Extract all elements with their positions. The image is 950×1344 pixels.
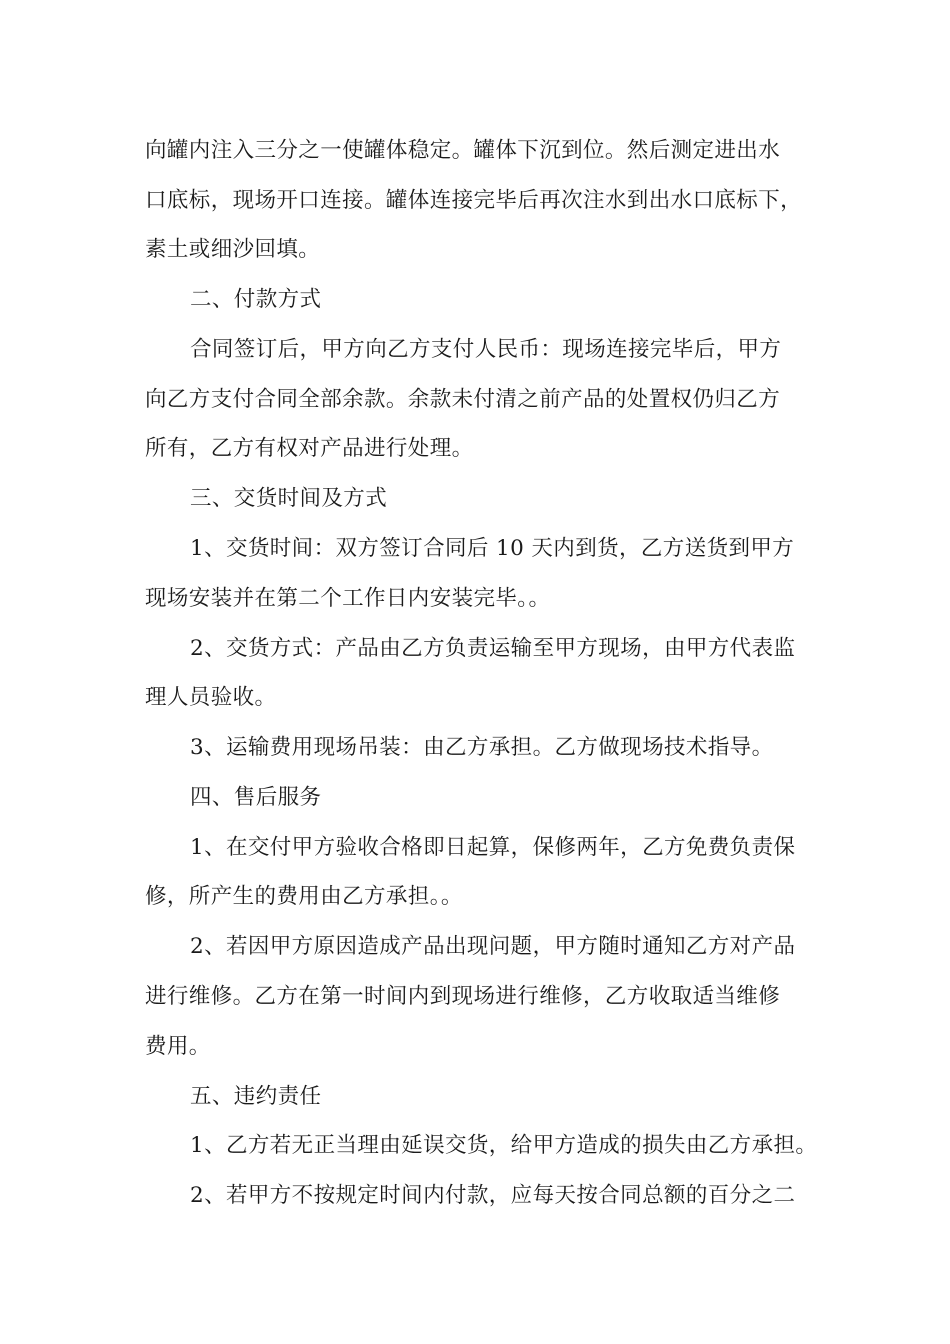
section-heading: 五、违约责任	[190, 1084, 322, 1109]
paragraph-line: 1、交货时间：双方签订合同后 10 天内到货，乙方送货到甲方	[190, 536, 795, 561]
paragraph-line: 3、运输费用现场吊装：由乙方承担。乙方做现场技术指导。	[190, 735, 774, 760]
paragraph-line: 合同签订后，甲方向乙方支付人民币：现场连接完毕后，甲方	[190, 337, 782, 362]
paragraph-line: 1、在交付甲方验收合格即日起算，保修两年，乙方免费负责保	[190, 835, 796, 860]
paragraph-line: 向乙方支付合同全部余款。余款未付清之前产品的处置权仍归乙方	[145, 387, 781, 412]
paragraph-line: 现场安装并在第二个工作日内安装完毕。。	[145, 586, 551, 611]
paragraph-line: 修，所产生的费用由乙方承担。。	[145, 884, 463, 909]
paragraph-line: 1、乙方若无正当理由延误交货，给甲方造成的损失由乙方承担。	[190, 1133, 818, 1158]
paragraph-line: 理人员验收。	[145, 685, 277, 710]
paragraph-line: 向罐内注入三分之一使罐体稳定。罐体下沉到位。然后测定进出水	[145, 138, 781, 163]
paragraph-line: 口底标，现场开口连接。罐体连接完毕后再次注水到出水口底标下，	[145, 188, 803, 213]
paragraph-line: 2、若因甲方原因造成产品出现问题，甲方随时通知乙方对产品	[190, 934, 796, 959]
paragraph-line: 费用。	[145, 1034, 211, 1059]
section-heading: 二、付款方式	[190, 287, 322, 312]
section-heading: 四、售后服务	[190, 785, 322, 810]
paragraph-line: 2、交货方式：产品由乙方负责运输至甲方现场，由甲方代表监	[190, 636, 796, 661]
paragraph-line: 2、若甲方不按规定时间内付款，应每天按合同总额的百分之二	[190, 1183, 796, 1208]
paragraph-line: 进行维修。乙方在第一时间内到现场进行维修，乙方收取适当维修	[145, 984, 781, 1009]
paragraph-line: 素土或细沙回填。	[145, 237, 321, 262]
section-heading: 三、交货时间及方式	[190, 486, 388, 511]
paragraph-line: 所有，乙方有权对产品进行处理。	[145, 436, 474, 461]
